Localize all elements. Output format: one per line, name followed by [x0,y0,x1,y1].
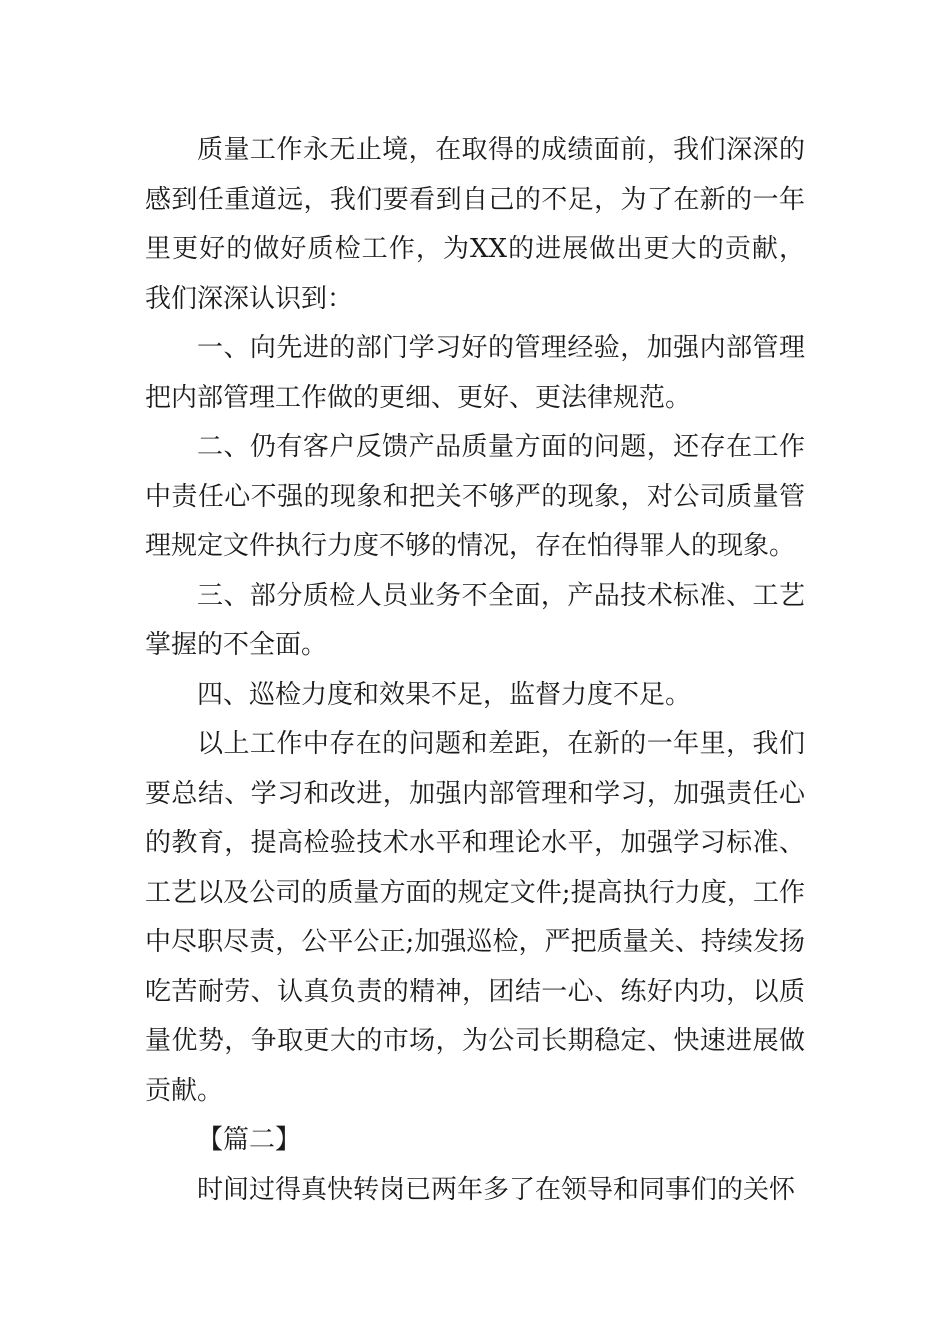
paragraph-intro: 质量工作永无止境，在取得的成绩面前，我们深深的感到任重道远，我们要看到自己的不足，为了在新的一年里更好的做好质检工作，为XX的进展做出更大的贡献，我们深深认识到： [145,135,805,314]
section-heading: 【篇二】 [197,1125,302,1155]
paragraph-point-two: 二、仍有客户反馈产品质量方面的问题，还存在工作中责任心不强的现象和把关不够严的现象，对公司质量管理规定文件执行力度不够的情况，存在怕得罪人的现象。 [145,432,805,561]
document-body [145,126,805,1215]
paragraph-point-three: 三、部分质检人员业务不全面，产品技术标准、工艺掌握的不全面。 [145,580,805,660]
paragraph-conclusion: 以上工作中存在的问题和差距，在新的一年里，我们要总结、学习和改进，加强内部管理和学习，加强责任心的教育，提高检验技术水平和理论水平，加强学习标准、工艺以及公司的质量方面的规定文件;提高执行力度，工作中尽职尽责，公平公正;加强巡检，严把质量关、持续发扬吃苦耐劳、认真负责的精神，团结一心、练好内功，以质量优势，争取更大的市场，为公司长期稳定、快速进展做贡献。 [145,729,805,1106]
paragraph-point-four: 四、巡检力度和效果不足，监督力度不足。 [197,679,692,710]
paragraph-point-one: 一、向先进的部门学习好的管理经验，加强内部管理把内部管理工作做的更细、更好、更法律规范。 [145,333,805,413]
paragraph-next-section: 时间过得真快转岗已两年多了在领导和同事们的关怀 [197,1174,796,1205]
